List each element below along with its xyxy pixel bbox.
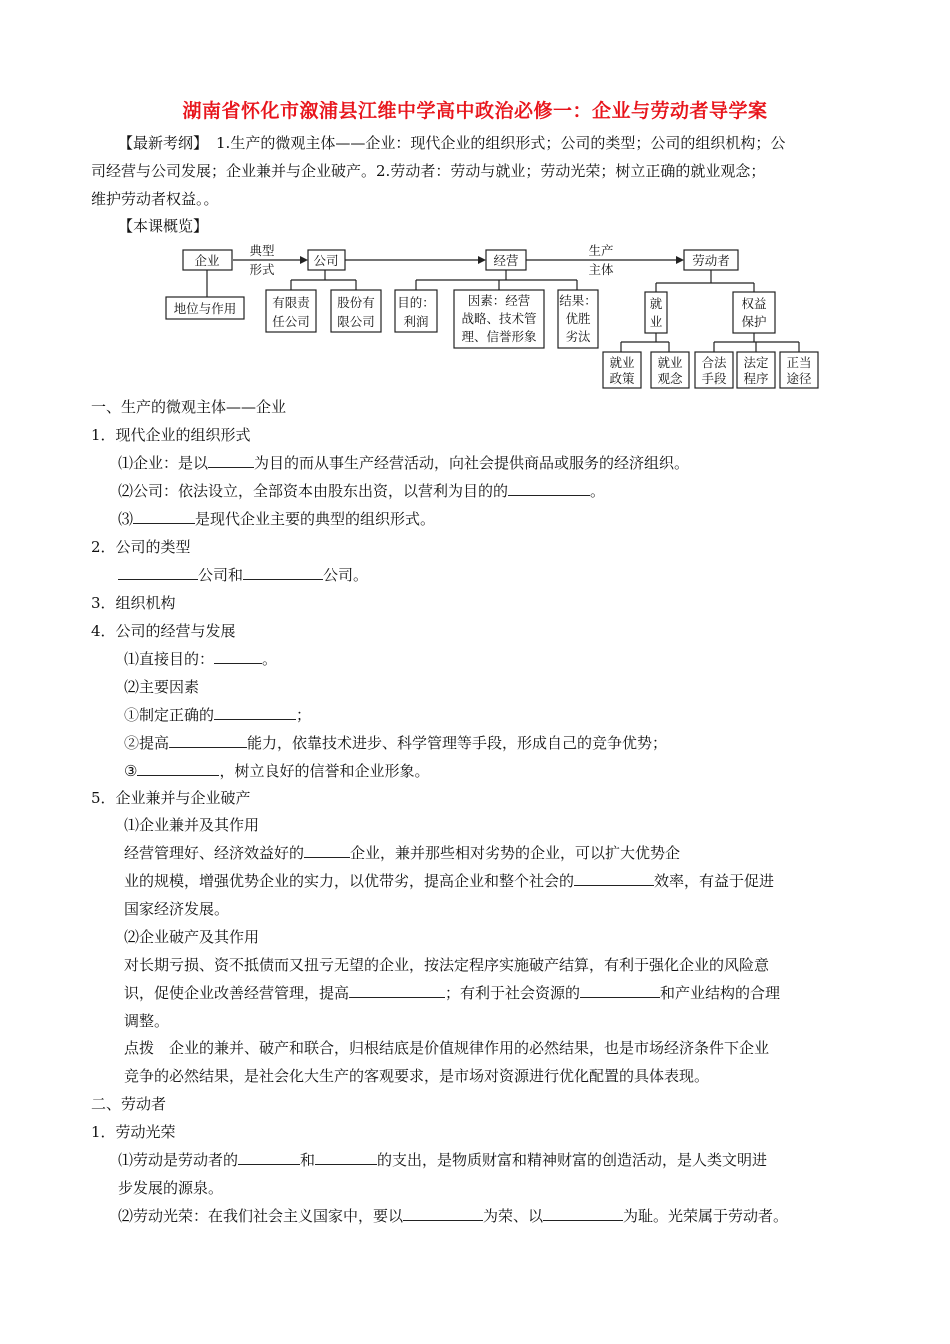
text-1-5g bbox=[124, 983, 780, 1003]
text-1-2a-mid: 公司和 bbox=[198, 566, 244, 584]
box-result-label-2: 优胜 bbox=[565, 311, 591, 326]
text-2-1a-post: 的支出，是物质财富和精神财富的创造活动，是人类文明进 bbox=[377, 1151, 768, 1169]
box-factors-label-3: 理、信誉形象 bbox=[461, 329, 537, 344]
text-1-4c bbox=[124, 705, 311, 725]
box-rights-label-1: 权益 bbox=[741, 296, 767, 311]
text-2-1a-mid: 和 bbox=[300, 1151, 316, 1169]
box-status-label: 地位与作用 bbox=[173, 301, 237, 316]
box-policy-label-2: 政策 bbox=[609, 371, 635, 386]
box-way-label-2: 途径 bbox=[786, 371, 812, 386]
text-1-1a-post: 为目的而从事生产经营活动，向社会提供商品或服务的经济组织。 bbox=[254, 454, 690, 472]
arrow-label-producer-1: 生产 bbox=[588, 243, 614, 258]
text-1-4d-post: 能力，依靠技术进步、科学管理等手段，形成自己的竞争优势； bbox=[247, 734, 668, 752]
text-1-5b-post: 企业，兼并那些相对劣势的企业，可以扩大优势企 bbox=[350, 844, 681, 862]
text-1-1a-pre: ⑴企业：是以 bbox=[118, 454, 209, 472]
text-1-5e: ⑵企业破产及其作用 bbox=[124, 928, 260, 946]
text-2-1c-mid: 为荣、以 bbox=[483, 1207, 544, 1225]
heading-1-3: 3．组织机构 bbox=[91, 594, 176, 612]
fill-blank[interactable] bbox=[214, 705, 296, 720]
box-employment-label-2: 业 bbox=[649, 314, 663, 329]
fill-blank[interactable] bbox=[137, 761, 219, 776]
box-goal-label-2: 利润 bbox=[403, 314, 429, 329]
section-1-heading: 一、生产的微观主体——企业 bbox=[91, 398, 287, 416]
box-concept-label-1: 就业 bbox=[657, 355, 683, 370]
overview-diagram bbox=[0, 0, 950, 400]
text-1-2a-post: 公司。 bbox=[323, 566, 369, 584]
box-factors-label-1: 因素：经营 bbox=[467, 293, 531, 308]
heading-1-4: 4．公司的经营与发展 bbox=[91, 622, 236, 640]
text-1-5b bbox=[124, 843, 680, 863]
text-1-4b: ⑵主要因素 bbox=[124, 678, 200, 696]
fill-blank[interactable] bbox=[304, 843, 350, 858]
text-2-1c bbox=[118, 1206, 788, 1226]
text-1-5f: 对长期亏损、资不抵债而又扭亏无望的企业，按法定程序实施破产结算，有利于强化企业的风险意 bbox=[124, 956, 770, 974]
text-1-4a bbox=[124, 649, 277, 669]
fill-blank[interactable] bbox=[118, 565, 198, 580]
box-company-label: 公司 bbox=[313, 253, 339, 268]
fill-blank[interactable] bbox=[349, 983, 445, 998]
text-1-1a bbox=[118, 453, 689, 473]
page-title: 湖南省怀化市溆浦县江维中学高中政治必修一：企业与劳动者导学案 bbox=[182, 100, 768, 122]
fill-blank[interactable] bbox=[214, 649, 262, 664]
section-2-heading: 二、劳动者 bbox=[91, 1095, 167, 1113]
text-1-5c-post: 效率，有益于促进 bbox=[654, 872, 775, 890]
text-2-1a-pre: ⑴劳动是劳动者的 bbox=[118, 1151, 239, 1169]
intro-label: 【最新考纲】 bbox=[118, 134, 209, 152]
text-1-5g-mid: ；有利于社会资源的 bbox=[445, 984, 581, 1002]
text-1-4e-post: ，树立良好的信誉和企业形象。 bbox=[219, 762, 430, 780]
text-1-4d bbox=[124, 733, 667, 753]
box-llc-label-2: 任公司 bbox=[272, 314, 310, 329]
box-factors-label-2: 战略、技术管 bbox=[461, 311, 537, 326]
arrow-label-producer-2: 主体 bbox=[588, 262, 614, 277]
text-1-5g-post: 和产业结构的合理 bbox=[660, 984, 781, 1002]
text-1-4e bbox=[124, 761, 429, 781]
text-1-4e-pre: ③ bbox=[124, 762, 138, 780]
heading-1-5: 5．企业兼并与企业破产 bbox=[91, 789, 251, 807]
box-llc-label-1: 有限责 bbox=[272, 295, 310, 310]
box-employment-label-1: 就 bbox=[649, 296, 663, 311]
box-goal-label-1: 目的： bbox=[397, 295, 435, 310]
text-1-1c-pre: ⑶ bbox=[118, 510, 134, 528]
box-legal-label-1: 合法 bbox=[701, 355, 727, 370]
text-1-1c-post: 是现代企业主要的典型的组织形式。 bbox=[195, 510, 436, 528]
text-2-1c-post: 为耻。光荣属于劳动者。 bbox=[623, 1207, 789, 1225]
text-1-5b-pre: 经营管理好、经济效益好的 bbox=[124, 844, 305, 862]
intro-line-3: 维护劳动者权益。。 bbox=[91, 190, 219, 208]
text-1-5d: 国家经济发展。 bbox=[124, 900, 230, 918]
text-1-1b-pre: ⑵公司：依法设立，全部资本由股东出资，以营利为目的的 bbox=[118, 482, 509, 500]
arrow-label-typical-1: 典型 bbox=[249, 243, 275, 258]
box-rights-label-2: 保护 bbox=[741, 314, 767, 329]
fill-blank[interactable] bbox=[238, 1150, 300, 1165]
fill-blank[interactable] bbox=[133, 509, 195, 524]
text-1-1b bbox=[118, 481, 605, 501]
text-1-4a-post: 。 bbox=[262, 650, 278, 668]
text-1-5a: ⑴企业兼并及其作用 bbox=[124, 816, 260, 834]
text-1-2a bbox=[118, 565, 368, 585]
arrow-label-typical-2: 形式 bbox=[249, 262, 275, 277]
text-1-5i: 点拨 企业的兼并、破产和联合，归根结底是价值规律作用的必然结果，也是市场经济条件下企业 bbox=[124, 1039, 770, 1057]
text-2-1a bbox=[118, 1150, 767, 1170]
intro-line-2: 司经营与公司发展；企业兼并与企业破产。2.劳动者：劳动与就业；劳动光荣；树立正确的就业观念； bbox=[91, 162, 766, 180]
overview-label: 【本课概览】 bbox=[118, 217, 209, 235]
heading-1-2: 2．公司的类型 bbox=[91, 538, 191, 556]
text-1-5c-pre: 业的规模，增强优势企业的实力，以优带劣，提高企业和整个社会的 bbox=[124, 872, 575, 890]
text-1-1c bbox=[118, 509, 435, 529]
text-2-1c-pre: ⑵劳动光荣：在我们社会主义国家中，要以 bbox=[118, 1207, 404, 1225]
box-labor-label: 劳动者 bbox=[692, 253, 730, 268]
fill-blank[interactable] bbox=[403, 1206, 483, 1221]
box-concept-label-2: 观念 bbox=[657, 371, 683, 386]
heading-2-1: 1．劳动光荣 bbox=[91, 1123, 176, 1141]
fill-blank[interactable] bbox=[508, 481, 590, 496]
box-enterprise-label: 企业 bbox=[194, 253, 220, 268]
box-way-label-1: 正当 bbox=[786, 355, 812, 370]
box-jsc-label-1: 股份有 bbox=[337, 295, 375, 310]
intro-text-1: 1.生产的微观主体——企业：现代企业的组织形式；公司的类型；公司的组织机构；公 bbox=[216, 134, 786, 152]
fill-blank[interactable] bbox=[169, 733, 247, 748]
heading-1-1: 1．现代企业的组织形式 bbox=[91, 426, 251, 444]
text-2-1b: 步发展的源泉。 bbox=[118, 1179, 224, 1197]
box-legal-label-2: 手段 bbox=[701, 371, 727, 386]
box-result-label-3: 劣汰 bbox=[565, 329, 591, 344]
fill-blank[interactable] bbox=[574, 871, 654, 886]
fill-blank[interactable] bbox=[208, 453, 254, 468]
text-1-5j: 竞争的必然结果，是社会化大生产的客观要求，是市场对资源进行优化配置的具体表现。 bbox=[124, 1067, 710, 1085]
fill-blank[interactable] bbox=[580, 983, 660, 998]
box-policy-label-1: 就业 bbox=[609, 355, 635, 370]
text-1-4c-post: ； bbox=[296, 706, 312, 724]
text-1-5h: 调整。 bbox=[124, 1012, 170, 1030]
text-1-1b-post: 。 bbox=[590, 482, 606, 500]
text-1-4c-pre: ①制定正确的 bbox=[124, 706, 215, 724]
box-operation-label: 经营 bbox=[493, 253, 519, 268]
fill-blank[interactable] bbox=[315, 1150, 377, 1165]
text-1-4d-pre: ②提高 bbox=[124, 734, 170, 752]
text-1-4a-pre: ⑴直接目的： bbox=[124, 650, 215, 668]
box-jsc-label-2: 限公司 bbox=[337, 314, 375, 329]
box-result-label-1: 结果： bbox=[559, 293, 597, 308]
text-1-5c bbox=[124, 871, 774, 891]
fill-blank[interactable] bbox=[543, 1206, 623, 1221]
box-procedure-label-1: 法定 bbox=[743, 355, 769, 370]
box-procedure-label-2: 程序 bbox=[743, 371, 769, 386]
text-1-5g-pre: 识，促使企业改善经营管理，提高 bbox=[124, 984, 350, 1002]
fill-blank[interactable] bbox=[243, 565, 323, 580]
